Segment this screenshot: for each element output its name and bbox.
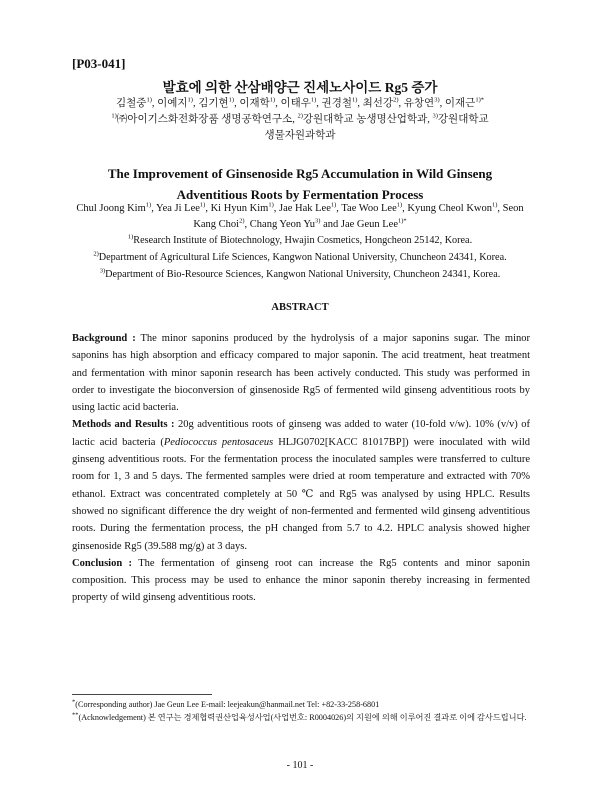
background-label: Background :: [72, 333, 136, 344]
korean-authors: 김철중$^{1)}$, 이예지$^{1)}$, 김기현$^{1)}$, 이재학$^{1)}$, 이태우$^{1)}$, 권경철$^{1)}$, 최선강$^{2)}$, 유창연$^{3)}$, 이재근$^{1)*}$: [116, 96, 484, 109]
background-paragraph: [72, 330, 530, 416]
methods-text: 20g adventitious roots of ginseng was added to water (10-fold v/w). 10% (v/v) of lactic acid bacteria (Pediococcus pentosaceus HLJG0702[KACC 81017BP]) were inoculated with wild ginseng adventitious roots. For the fermentation process the inoculated samples were transferred to culture room for 1, 3 and 5 days. The fermented samples were dried at room temperature and extracted with 70% ethanol. Extract was concentrated completely at 50 ℃ and Rg5 was analysed by using HPLC. Results showed no significant difference the dry weight of non-fermented and fermented wild ginseng adventitious roots. During the fermentation process, the pH changed from 5.7 to 4.2. HPLC analysis showed higher ginsenoside Rg5 (39.588 mg/g) at 3 days.: [72, 419, 530, 552]
background-text: The minor saponins produced by the hydrolysis of a major saponins sugar. The minor saponins has high absorption and efficacy compared to major saponin. The acid treatment, heat treatment and fermentation with minor saponin research has been actively conducted. This study was performed in order to investigate the bioconversion of ginsenoside Rg5 of fermented wild ginseng adventitious roots by using lactic acid bacteria.: [72, 333, 530, 414]
paper-code: [P03-041]: [72, 56, 126, 71]
methods-label: Methods and Results :: [72, 419, 175, 431]
footnote-corresponding: *(Corresponding author) Jae Geun Lee E-mail: leejeakun@hanmail.net Tel: +82-33-258-6801: [72, 698, 380, 709]
korean-affiliations-cont: 생물자원과학과: [264, 130, 336, 141]
abstract-heading: ABSTRACT: [271, 302, 329, 313]
footnote-acknowledgement: **(Acknowledgement) 본 연구는 경제협력권산업육성사업(사업번호: R0004026)의 지원에 의해 이루어진 결과로 이에 감사드립니다.: [72, 711, 527, 722]
english-authors: Chul Joong Kim$^{1)}$, Yea Ji Lee$^{1)}$, Ki Hyun Kim$^{1)}$, Jae Hak Lee$^{1)}$, Tae Woo Lee$^{1)}$, Kyung Cheol Kwon$^{1)}$, Seon Kang Choi$^{2)}$, Chang Yeon Yu$^{3)}$ and Jae Geun Lee$^{1)*}$: [76, 201, 524, 230]
english-title-line1: The Improvement of Ginsenoside Rg5 Accumulation in Wild Ginseng: [107, 166, 493, 181]
methods-paragraph: [72, 416, 530, 554]
conclusion-label: Conclusion :: [72, 557, 133, 569]
english-title-line2: Adventitious Roots by Fermentation Process: [176, 187, 424, 202]
korean-affiliations: $^{1)}$㈜아이기스화전화장품 생명공학연구소, $^{2)}$강원대학교 농생명산업학과, $^{3)}$강원대학교: [111, 112, 489, 125]
page-number: - 101 -: [286, 760, 314, 771]
abstract-body: [72, 330, 530, 607]
affiliation-2: $^{2)}$Department of Agricultural Life Sciences, Kangwon National University, Chuncheon 24341, Korea.: [93, 250, 507, 263]
affiliation-3: $^{3)}$Department of Bio-Resource Sciences, Kangwon National University, Chuncheon 24341, Korea.: [99, 267, 501, 280]
footnote-divider: [72, 694, 212, 695]
conclusion-text: The fermentation of ginseng root can increase the Rg5 contents and minor saponin composition. This process may be used to enhance the minor saponin thereby increasing in fermented property of wild ginseng adventitious roots.: [72, 557, 530, 604]
english-title: [40, 163, 560, 205]
korean-title: 발효에 의한 산삼배양근 진세노사이드 Rg5 증가: [162, 80, 438, 95]
affiliation-1: $^{1)}$Research Institute of Biotechnology, Hwajin Cosmetics, Hongcheon 25142, Korea.: [127, 233, 473, 246]
conclusion-paragraph: [72, 555, 530, 607]
